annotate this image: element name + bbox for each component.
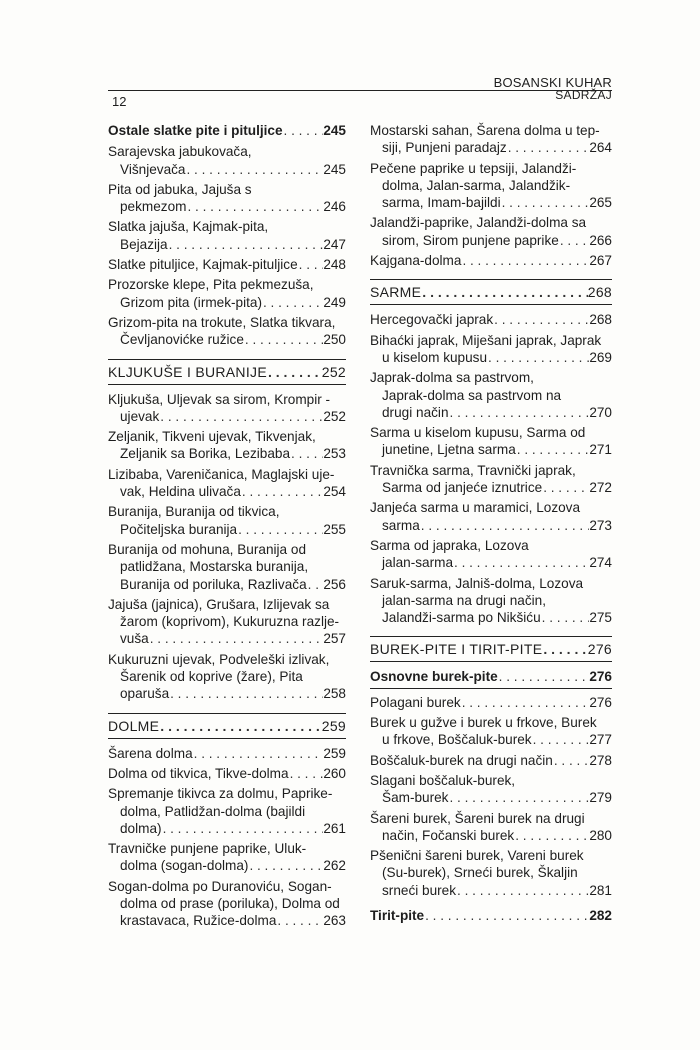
toc-entry: Travnička sarma, Travnički japrak, Sarma od janjeće iznutrice . . . 272 [370, 462, 612, 497]
toc-entry: Spremanje tikivca za dolmu, Paprike- dolma, Patlidžan-dolma (bajildi dolma) . . . 261 [108, 785, 346, 837]
toc-subheading: Tirit-pite . . . 282 [370, 907, 612, 926]
toc-entry: Jajuša (jajnica), Grušara, Izlijevak sa žarom (koprivom), Kukuruzna razlje- vuša . . . 257 [108, 596, 346, 648]
toc-entry: Šareni burek, Šareni burek na drugi način, Fočanski burek . . . 280 [370, 810, 612, 845]
toc-section-heading: SARME . . . 268 [370, 279, 612, 305]
toc-entry: Bihaćki japrak, Miješani japrak, Japrak u kiselom kupusu . . . 269 [370, 332, 612, 367]
toc-subheading: Ostale slatke pite i pituljice . . . 245 [108, 122, 346, 139]
toc-entry: Japrak-dolma sa pastrvom, Japrak-dolma sa pastrvom na drugi način . . . 270 [370, 369, 612, 421]
toc-entry: Slatke pituljice, Kajmak-pituljice . . . 248 [108, 256, 346, 273]
toc-entry: Boščaluk-burek na drugi način . . . 278 [370, 752, 612, 769]
book-title: BOSANSKI KUHAR [493, 75, 612, 90]
toc-entry: Polagani burek . . . 276 [370, 694, 612, 711]
toc-column-right [370, 122, 612, 931]
toc-entry: Kljukuša, Uljevak sa sirom, Krompir - ujevak . . . 252 [108, 391, 346, 426]
running-header [494, 76, 612, 102]
section-title: SADRŽAJ [555, 88, 612, 102]
toc-entry: Saruk-sarma, Jalniš-dolma, Lozova jalan-sarma na drugi način, Jalandži-sarma po Nikšiću . . . 275 [370, 575, 612, 627]
toc-entry: Mostarski sahan, Šarena dolma u tep- siji, Punjeni paradajz . . . 264 [370, 122, 612, 157]
page-number: 12 [112, 94, 127, 109]
toc-entry: Buranija od mohuna, Buranija od patlidžana, Mostarska buranija, Buranija od poriluka, Razlivača . . . 256 [108, 541, 346, 593]
toc-entry: Jalandži-paprike, Jalandži-dolma sa sirom, Sirom punjene paprike . . . 266 [370, 214, 612, 249]
toc-entry: Hercegovački japrak . . . 268 [370, 311, 612, 328]
toc-entry: Buranija, Buranija od tikvica, Počiteljska buranija . . . 255 [108, 503, 346, 538]
toc-entry: Sarajevska jabukovača, Višnjevača . . . 245 [108, 143, 346, 178]
toc-entry: Sarma u kiselom kupusu, Sarma od junetine, Ljetna sarma . . . 271 [370, 424, 612, 459]
toc-column-left [108, 122, 346, 933]
toc-entry: Pita od jabuka, Jajuša s pekmezom . . . 246 [108, 181, 346, 216]
toc-entry: Kajgana-dolma . . . 267 [370, 252, 612, 269]
toc-entry: Slagani boščaluk-burek, Šam-burek . . . 279 [370, 772, 612, 807]
toc-entry: Pečene paprike u tepsiji, Jalandži- dolma, Jalan-sarma, Jalandžik- sarma, Imam-bajildi . . . 265 [370, 160, 612, 212]
toc-entry: Travničke punjene paprike, Uluk- dolma (sogan-dolma) . . . 262 [108, 840, 346, 875]
toc-entry: Pšenični šareni burek, Vareni burek (Su-burek), Srneći burek, Škaljin srneći burek . . . 281 [370, 847, 612, 899]
toc-entry: Prozorske klepe, Pita pekmezuša, Grizom pita (irmek-pita) . . . 249 [108, 276, 346, 311]
toc-entry: Sarma od japraka, Lozova jalan-sarma . . . 274 [370, 537, 612, 572]
toc-section-heading: DOLME . . . 259 [108, 713, 346, 739]
toc-entry: Grizom-pita na trokute, Slatka tikvara, Čevljanovićke ružice . . . 250 [108, 314, 346, 349]
toc-entry: Šarena dolma . . . 259 [108, 745, 346, 762]
toc-entry: Lizibaba, Vareničanica, Maglajski uje- vak, Heldina ulivača . . . 254 [108, 466, 346, 501]
toc-entry: Sogan-dolma po Duranoviću, Sogan- dolma od prase (poriluka), Dolma od krastavaca, Ružice-dolma . . . 263 [108, 878, 346, 930]
toc-entry: Zeljanik, Tikveni ujevak, Tikvenjak, Zeljanik sa Borika, Lezibaba . . . 253 [108, 428, 346, 463]
header-rule [108, 90, 612, 91]
toc-section-heading: KLJUKUŠE I BURANIJE . . . 252 [108, 359, 346, 385]
toc-entry: Kukuruzni ujevak, Podveleški izlivak, Šarenik od koprive (žare), Pita oparuša . . . 258 [108, 651, 346, 703]
toc-entry: Janjeća sarma u maramici, Lozova sarma . . . 273 [370, 499, 612, 534]
toc-entry: Dolma od tikvica, Tikve-dolma . . . 260 [108, 765, 346, 782]
toc-entry: Slatka jajuša, Kajmak-pita, Bejazija . . . 247 [108, 218, 346, 253]
toc-section-heading: BUREK-PITE I TIRIT-PITE . . . 276 [370, 636, 612, 662]
toc-entry: Burek u gužve i burek u frkove, Burek u frkove, Boščaluk-burek . . . 277 [370, 714, 612, 749]
toc-subheading: Osnovne burek-pite . . . 276 [370, 668, 612, 688]
